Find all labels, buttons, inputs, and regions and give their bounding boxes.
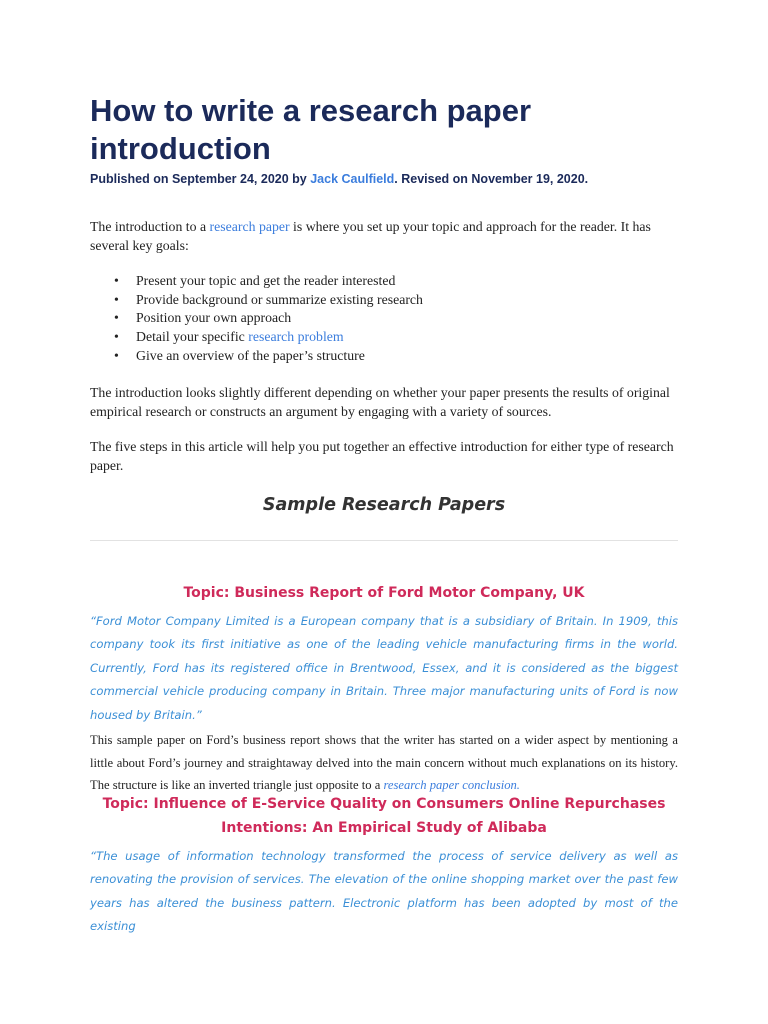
list-item-text: Present your topic and get the reader interested	[136, 273, 396, 288]
intro-paragraph	[90, 218, 678, 255]
topic-heading-alibaba: Topic: Influence of E-Service Quality on Consumers Online Repurchases Intentions: An Empirical Study of Alibaba	[102, 796, 666, 836]
intro-text-end: is where you set up your topic and approach for the reader. It has several key goals:	[90, 219, 651, 253]
list-item	[90, 347, 678, 366]
research-paper-conclusion-link[interactable]: research paper conclusion.	[383, 778, 520, 792]
bullet-icon: •	[114, 310, 119, 326]
bullet-icon: •	[114, 291, 119, 307]
byline-prefix: Published on September 24, 2020 by	[90, 172, 311, 186]
sample-papers-heading: Sample Research Papers	[262, 495, 506, 515]
sample-quote-ford: “Ford Motor Company Limited is a European company that is a subsidiary of Britain. In 1909, this company took its first initiative as one of the leading vehicle manufacturing firms in the world. Currently, Ford has its registered office in Brentwood, Essex, and it is considered as the biggest commercial vehicle producing company in Britain. Three major manufacturing units of Ford is now housed by Britain.”	[90, 614, 678, 722]
paragraph-empirical: The introduction looks slightly different depending on whether your paper presents the results of original empirical research or constructs an argument by engaging with a variety of sources.	[90, 385, 670, 419]
list-item	[90, 309, 678, 328]
key-goals-list	[90, 272, 678, 365]
list-item-text: Give an overview of the paper’s structure	[136, 347, 365, 363]
byline	[90, 171, 678, 187]
list-item	[90, 291, 678, 310]
research-problem-link[interactable]: research problem	[248, 329, 344, 345]
page-title: How to write a research paper introduction	[90, 93, 532, 166]
list-item-text: Provide background or summarize existing research	[136, 291, 423, 307]
paragraph-five-steps: The five steps in this article will help you put together an effective introduction for either type of research paper.	[90, 439, 674, 473]
author-link[interactable]: Jack Caulfield	[310, 172, 395, 186]
topic-heading-ford: Topic: Business Report of Ford Motor Company, UK	[183, 585, 585, 601]
list-item-text: Detail your specific	[136, 329, 249, 345]
intro-text-start: The introduction to a	[90, 219, 210, 234]
section-divider	[90, 540, 678, 541]
bullet-icon: •	[114, 329, 119, 345]
bullet-icon: •	[114, 347, 119, 363]
sample-description-text: This sample paper on Ford’s business report shows that the writer has started on a wider aspect by mentioning a little about Ford’s journey and straightaway delved into the main concern without much explanations on its history. The structure is like an inverted triangle just opposite to a	[90, 733, 678, 792]
list-item-text: Position your own approach	[136, 310, 292, 326]
sample-quote-alibaba: “The usage of information technology transformed the process of service delivery as well as renovating the provision of services. The elevation of the online shopping market over the past few years has altered the business pattern. Electronic platform has been adopted by most of the existing	[90, 849, 678, 934]
list-item	[90, 272, 678, 291]
byline-suffix: . Revised on November 19, 2020.	[394, 172, 589, 186]
research-paper-link[interactable]: research paper	[209, 219, 290, 234]
sample-description-ford	[90, 729, 678, 797]
list-item	[90, 328, 678, 347]
bullet-icon: •	[114, 273, 119, 288]
